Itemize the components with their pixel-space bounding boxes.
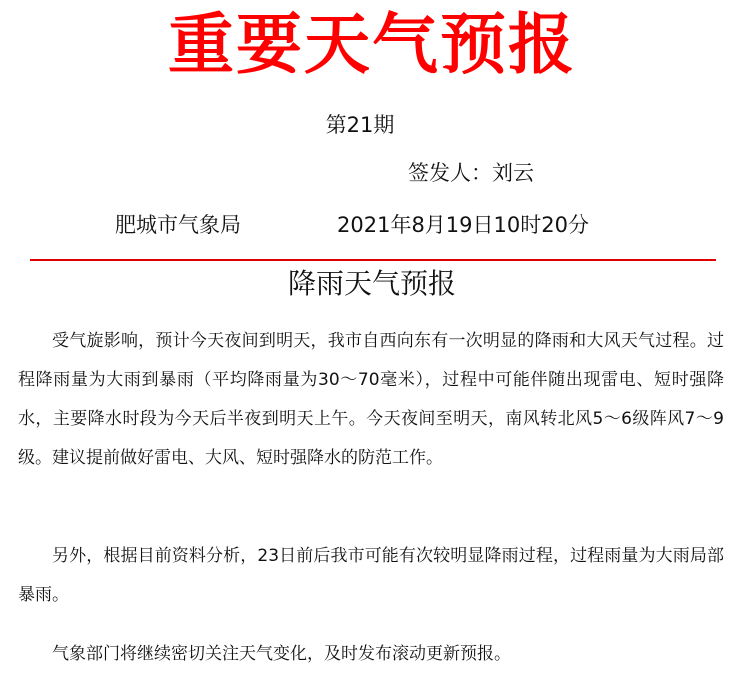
red-divider bbox=[30, 259, 716, 261]
issuing-organization: 肥城市气象局 bbox=[115, 213, 241, 237]
issuer: 签发人：刘云 bbox=[408, 161, 534, 185]
paragraph-notice: 气象部门将继续密切关注天气变化，及时发布滚动更新预报。 bbox=[52, 644, 511, 664]
document-title: 降雨天气预报 bbox=[287, 267, 456, 300]
issue-datetime: 2021年8月19日10时20分 bbox=[337, 213, 589, 237]
paragraph-outlook: 另外，根据目前资料分析，23日前后我市可能有次较明显降雨过程，过程雨量为大雨局部暴雨。 bbox=[18, 546, 724, 605]
paragraph-forecast: 受气旋影响，预计今天夜间到明天，我市自西向东有一次明显的降雨和大风天气过程。过程降雨量为大雨到暴雨（平均降雨量为30～70毫米），过程中可能伴随出现雷电、短时强降水，主要降水时段为今天后半夜到明天上午。今天夜间至明天，南风转北风5～6级阵风7～9级。建议提前做好雷电、大风、短时强降水的防范工作。 bbox=[18, 331, 724, 468]
masthead-title: 重要天气预报 bbox=[168, 6, 576, 83]
issue-number: 第21期 bbox=[325, 113, 395, 137]
